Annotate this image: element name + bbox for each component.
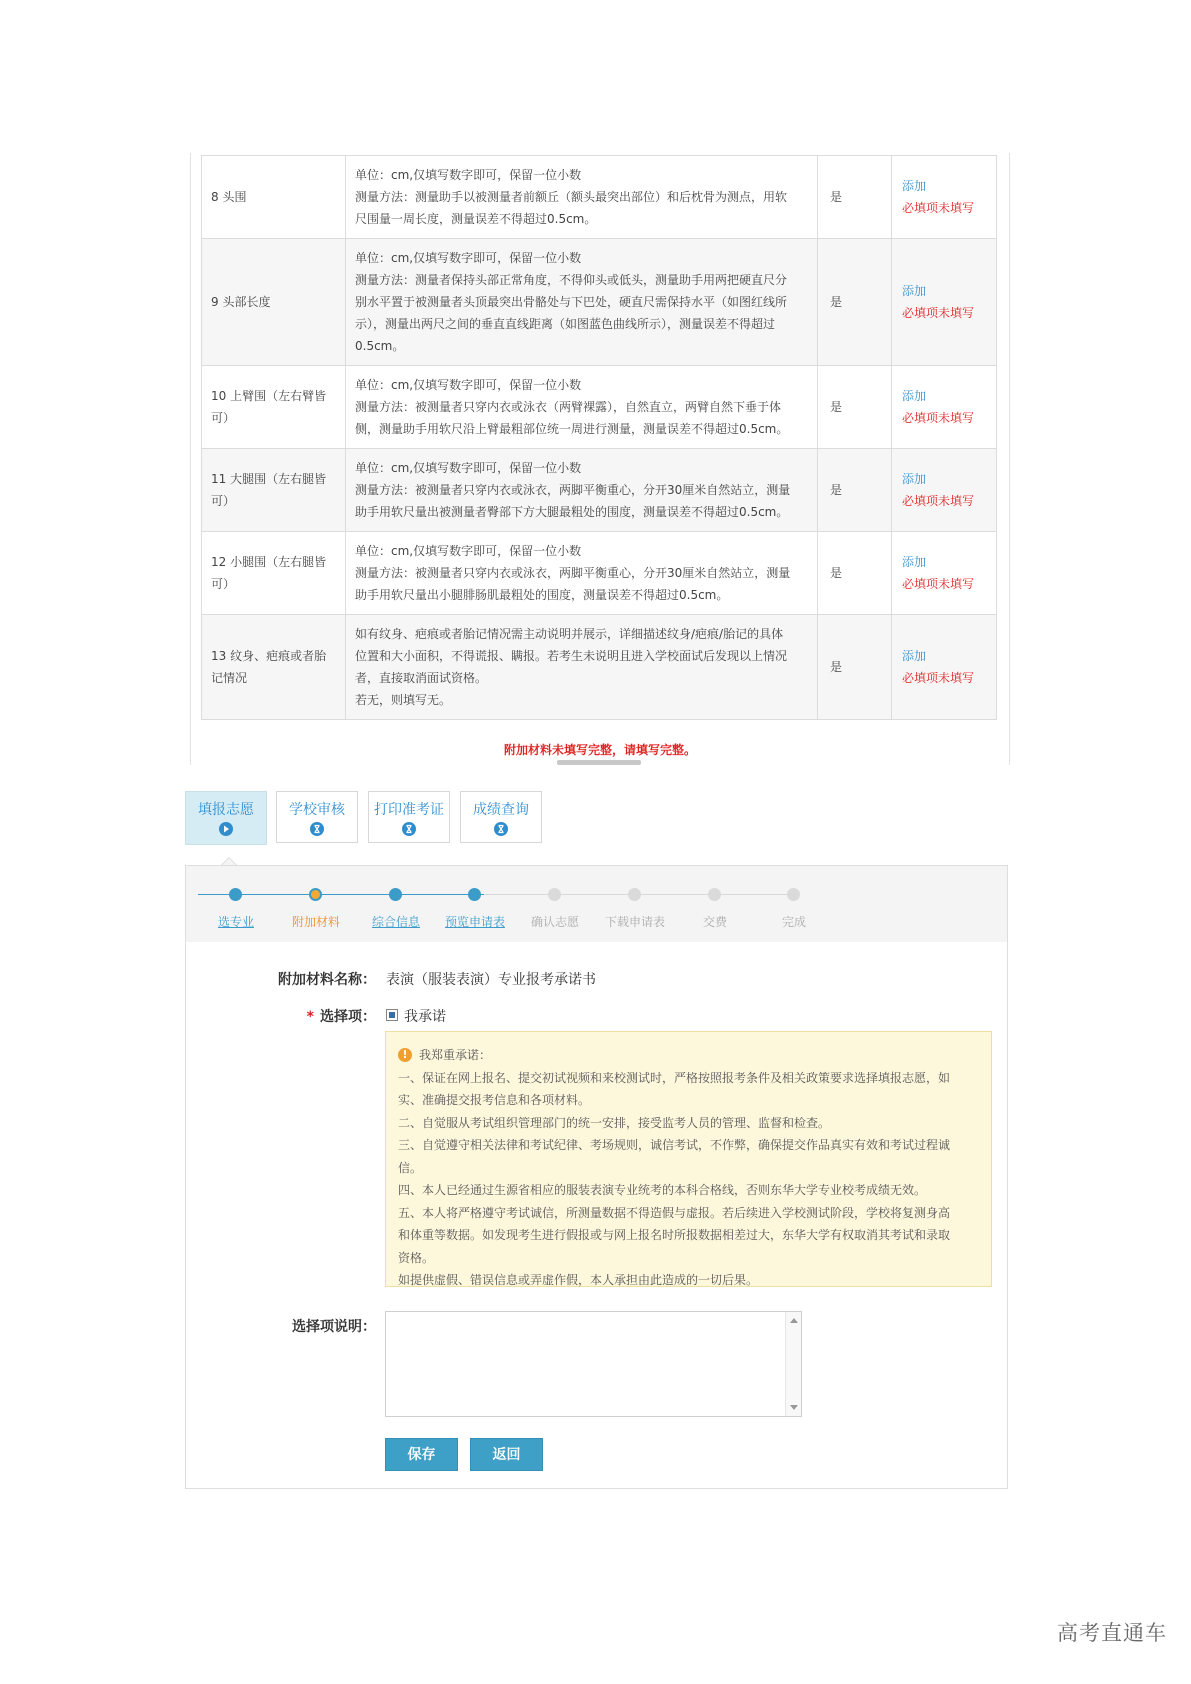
tab-print-admission-ticket[interactable] [368, 791, 450, 843]
info-icon: ! [398, 1048, 412, 1062]
progress-steps: 选专业 附加材料 综合信息 预览申请表 确认志愿 下载申请表 交费 完成 [186, 866, 1007, 942]
add-link[interactable]: 添加 [902, 179, 927, 193]
description-line: 助手用软尺量出小腿腓肠肌最粗处的围度，测量误差不得超过0.5cm。 [355, 588, 729, 602]
scroll-down-arrow-icon[interactable] [790, 1405, 798, 1410]
play-icon [219, 822, 233, 836]
item-name: 13 纹身、疤痕或者胎记情况 [202, 615, 346, 720]
material-name-value: 表演（服装表演）专业报考承诺书 [386, 972, 596, 988]
description-line: 单位：cm,仅填写数字即可，保留一位小数 [355, 378, 582, 392]
option-label-row [186, 1006, 376, 1026]
step-dot [708, 888, 721, 901]
description-line: 位置和大小面积，不得谎报、瞒报。若考生未说明且进入学校面试后发现以上情况 [355, 649, 788, 663]
notice-line: 和体重等数据。如发现考生进行假报或与网上报名时所报数据相差过大，东华大学有权取消其考试和录取 [398, 1228, 951, 1242]
description-line: 测量方法：被测量者只穿内衣或泳衣，两脚平衡重心，分开30厘米自然站立，测量 [355, 566, 791, 580]
option-explain-textarea[interactable] [385, 1311, 802, 1417]
step-dot [309, 888, 322, 901]
promise-checkbox[interactable] [386, 1009, 398, 1021]
item-name: 9 头部长度 [202, 239, 346, 366]
description-line: 如有纹身、疤痕或者胎记情况需主动说明并展示，详细描述纹身/疤痕/胎记的具体 [355, 627, 784, 641]
textarea-scrollbar[interactable] [785, 1312, 801, 1416]
save-button[interactable]: 保存 [385, 1438, 458, 1471]
hourglass-icon [402, 822, 416, 836]
required-warning: 必填项未填写 [902, 577, 975, 591]
item-description [346, 156, 818, 239]
description-line: 单位：cm,仅填写数字即可，保留一位小数 [355, 461, 582, 475]
notice-line: 信。 [398, 1160, 423, 1175]
description-line: 侧，测量助手用软尺沿上臂最粗部位统一周进行测量，测量误差不得超过0.5cm。 [355, 422, 789, 436]
notice-line: 四、本人已经通过生源省相应的服装表演专业统考的本科合格线，否则东华大学专业校考成绩无效。 [398, 1183, 927, 1197]
notice-line: 资格。 [398, 1250, 435, 1265]
item-actions [892, 532, 997, 615]
description-line: 测量方法：测量助手以被测量者前额丘（额头最突出部位）和后枕骨为测点，用软 [355, 190, 788, 204]
table-row [202, 239, 997, 366]
step-dot [389, 888, 402, 901]
required-warning: 必填项未填写 [902, 411, 975, 425]
item-actions [892, 449, 997, 532]
description-line: 者，直接取消面试资格。 [355, 671, 488, 685]
item-actions [892, 239, 997, 366]
promise-notice [385, 1031, 992, 1287]
item-actions [892, 615, 997, 720]
tab-fill-application[interactable] [185, 791, 267, 845]
tab-label: 打印准考证 [374, 802, 444, 818]
add-link[interactable]: 添加 [902, 555, 927, 569]
step-dot [548, 888, 561, 901]
item-name: 12 小腿围（左右腿皆可） [202, 532, 346, 615]
tab-label: 学校审核 [289, 802, 345, 818]
notice-title: 我郑重承诺： [419, 1048, 492, 1062]
notice-line: 一、保证在网上报名、提交初试视频和来校测试时，严格按照报考条件及相关政策要求选择填报志愿，如 [398, 1070, 951, 1085]
description-line: 示），测量出两尺之间的垂直直线距离（如图蓝色曲线所示），测量误差不得超过 [355, 317, 776, 331]
scroll-up-arrow-icon[interactable] [790, 1318, 798, 1323]
description-line: 单位：cm,仅填写数字即可，保留一位小数 [355, 168, 582, 182]
hourglass-icon [494, 822, 508, 836]
notice-line: 五、本人将严格遵守考试诚信，所测量数据不得造假与虚报。若后续进入学校测试阶段，学校将复测身高 [398, 1205, 951, 1220]
description-line: 0.5cm。 [355, 339, 405, 353]
item-required: 是 [818, 449, 892, 532]
description-line: 若无，则填写无。 [355, 693, 452, 707]
description-line: 尺围量一周长度，测量误差不得超过0.5cm。 [355, 212, 597, 226]
description-line: 单位：cm,仅填写数字即可，保留一位小数 [355, 544, 582, 558]
description-line: 测量方法：测量者保持头部正常角度，不得仰头或低头，测量助手用两把硬直尺分 [355, 273, 788, 287]
item-actions [892, 366, 997, 449]
material-name-label: 附加材料名称： [278, 972, 376, 988]
add-link[interactable]: 添加 [902, 389, 927, 403]
item-name: 11 大腿围（左右腿皆可） [202, 449, 346, 532]
option-label: 选择项： [320, 1009, 376, 1025]
step-dot [787, 888, 800, 901]
requirements-panel [190, 153, 1010, 765]
required-warning: 必填项未填写 [902, 306, 975, 320]
application-form-panel [185, 865, 1008, 1489]
requirements-table [201, 155, 997, 720]
item-required: 是 [818, 156, 892, 239]
notice-line: 三、自觉遵守相关法律和考试纪律、考场规则，诚信考试，不作弊，确保提交作品真实有效和考试过程诚 [398, 1138, 951, 1152]
item-description [346, 449, 818, 532]
step-dot [229, 888, 242, 901]
item-name: 8 头围 [202, 156, 346, 239]
description-line: 别水平置于被测量者头顶最突出骨骼处与下巴处，硬直尺需保持水平（如图红线所 [355, 295, 788, 309]
step-dot [628, 888, 641, 901]
tab-label: 成绩查询 [473, 802, 529, 818]
add-link[interactable]: 添加 [902, 472, 927, 486]
description-line: 测量方法：被测量者只穿内衣或泳衣（两臂裸露），自然直立，两臂自然下垂于体 [355, 400, 782, 414]
option-explain-label: 选择项说明： [292, 1319, 376, 1335]
tab-school-review[interactable] [276, 791, 358, 843]
incomplete-message: 附加材料未填写完整，请填写完整。 [503, 743, 696, 757]
hourglass-icon [310, 822, 324, 836]
table-row [202, 615, 997, 720]
notice-line: 实、准确提交报考信息和各项材料。 [398, 1093, 591, 1107]
required-warning: 必填项未填写 [902, 671, 975, 685]
required-warning: 必填项未填写 [902, 201, 975, 215]
tab-label: 填报志愿 [198, 802, 254, 818]
item-required: 是 [818, 239, 892, 366]
notice-line: 二、自觉服从考试组织管理部门的统一安排，接受监考人员的管理、监督和检查。 [398, 1115, 831, 1130]
table-row [202, 366, 997, 449]
table-row [202, 449, 997, 532]
back-button[interactable]: 返回 [470, 1438, 543, 1471]
item-description [346, 239, 818, 366]
required-star: * [306, 1009, 314, 1025]
add-link[interactable]: 添加 [902, 284, 927, 298]
notice-line: 如提供虚假、错误信息或弄虚作假，本人承担由此造成的一切后果。 [398, 1273, 759, 1287]
item-description [346, 532, 818, 615]
description-line: 助手用软尺量出被测量者臀部下方大腿最粗处的围度，测量误差不得超过0.5cm。 [355, 505, 789, 519]
item-description [346, 615, 818, 720]
item-actions [892, 156, 997, 239]
item-required: 是 [818, 532, 892, 615]
watermark-text: 高考直通车 [1057, 1621, 1167, 1645]
item-description [346, 366, 818, 449]
add-link[interactable]: 添加 [902, 649, 927, 663]
promise-checkbox-label[interactable]: 我承诺 [404, 1009, 446, 1025]
step-dot [468, 888, 481, 901]
required-warning: 必填项未填写 [902, 494, 975, 508]
tab-score-query[interactable] [460, 791, 542, 843]
horizontal-scrollbar[interactable] [557, 760, 641, 765]
description-line: 单位：cm,仅填写数字即可，保留一位小数 [355, 251, 582, 265]
item-required: 是 [818, 615, 892, 720]
item-name: 10 上臂围（左右臂皆可） [202, 366, 346, 449]
description-line: 测量方法：被测量者只穿内衣或泳衣，两脚平衡重心，分开30厘米自然站立，测量 [355, 483, 791, 497]
item-required: 是 [818, 366, 892, 449]
table-row [202, 532, 997, 615]
table-row [202, 156, 997, 239]
